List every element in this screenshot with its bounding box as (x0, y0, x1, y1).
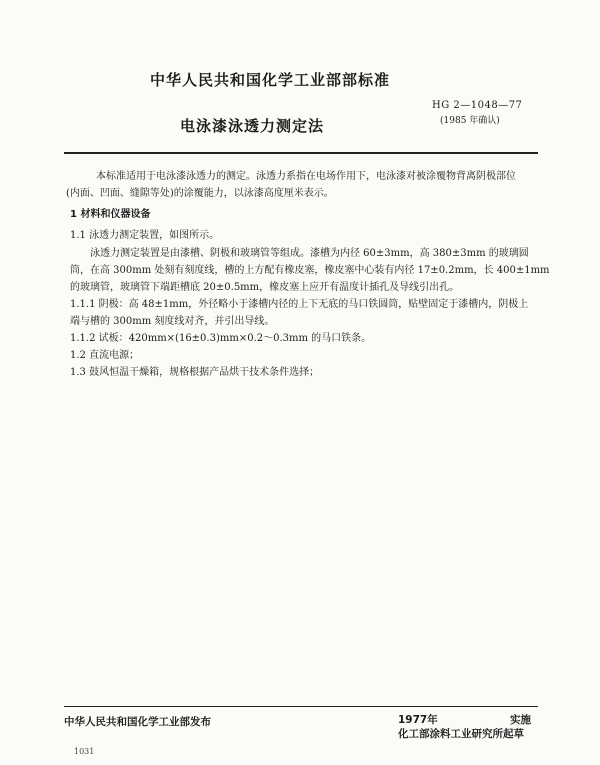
header-rule (64, 152, 538, 154)
intro-line-1: 本标准适用于电泳漆泳透力的测定。泳透力系指在电场作用下，电泳漆对被涂覆物背离阴极部位 (96, 171, 516, 182)
section-1-heading: 1 材料和仪器设备 (70, 209, 151, 220)
item-1-1-2: 1.1.2 试板：420mm×(16±0.3)mm×0.2～0.3mm 的马口铁条。 (70, 333, 372, 344)
footer-rule (64, 706, 538, 707)
issue-year: 1977年 (398, 714, 438, 726)
item-1-2: 1.2 直流电源； (70, 350, 140, 361)
standard-title: 中华人民共和国化学工业部部标准 (150, 71, 391, 89)
standard-code: HG 2—1048—77 (432, 100, 523, 111)
item-1-1: 1.1 泳透力测定装置，如图所示。 (70, 230, 220, 241)
drafter: 化工部涂料工业研究所起草 (398, 728, 524, 740)
item-1-3: 1.3 鼓风恒温干燥箱，规格根据产品烘干技术条件选择； (70, 367, 320, 378)
description-line-1: 泳透力测定装置是由漆槽、阴极和玻璃管等组成。漆槽为内径 60±3mm，高 380±3mm 的玻璃圆 (90, 248, 529, 259)
intro-line-2: (内面、凹面、缝隙等处)的涂覆能力，以泳漆高度厘米表示。 (66, 188, 334, 199)
description-line-3: 的玻璃管，玻璃管下端距槽底 20±0.5mm，橡皮塞上应开有温度计插孔及导线引出孔。 (70, 282, 460, 293)
item-1-1-1-line-2: 端与槽的 300mm 刻度线对齐，并引出导线。 (70, 316, 275, 327)
document-title: 电泳漆泳透力测定法 (180, 117, 325, 135)
confirmation-note: (1985 年确认) (440, 116, 500, 126)
item-1-1-1-line-1: 1.1.1 阴极：高 48±1mm，外径略小于漆槽内径的上下无底的马口铁圆筒，贴壁固定于漆槽内，阴极上 (70, 299, 529, 310)
issuer: 中华人民共和国化学工业部发布 (64, 716, 211, 728)
page-number: 1031 (74, 747, 95, 756)
implement-label: 实施 (510, 714, 531, 726)
description-line-2: 筒，在高 300mm 处刻有刻度线，槽的上方配有橡皮塞，橡皮塞中心装有内径 17±0.2mm，长 400±1mm (70, 265, 550, 276)
